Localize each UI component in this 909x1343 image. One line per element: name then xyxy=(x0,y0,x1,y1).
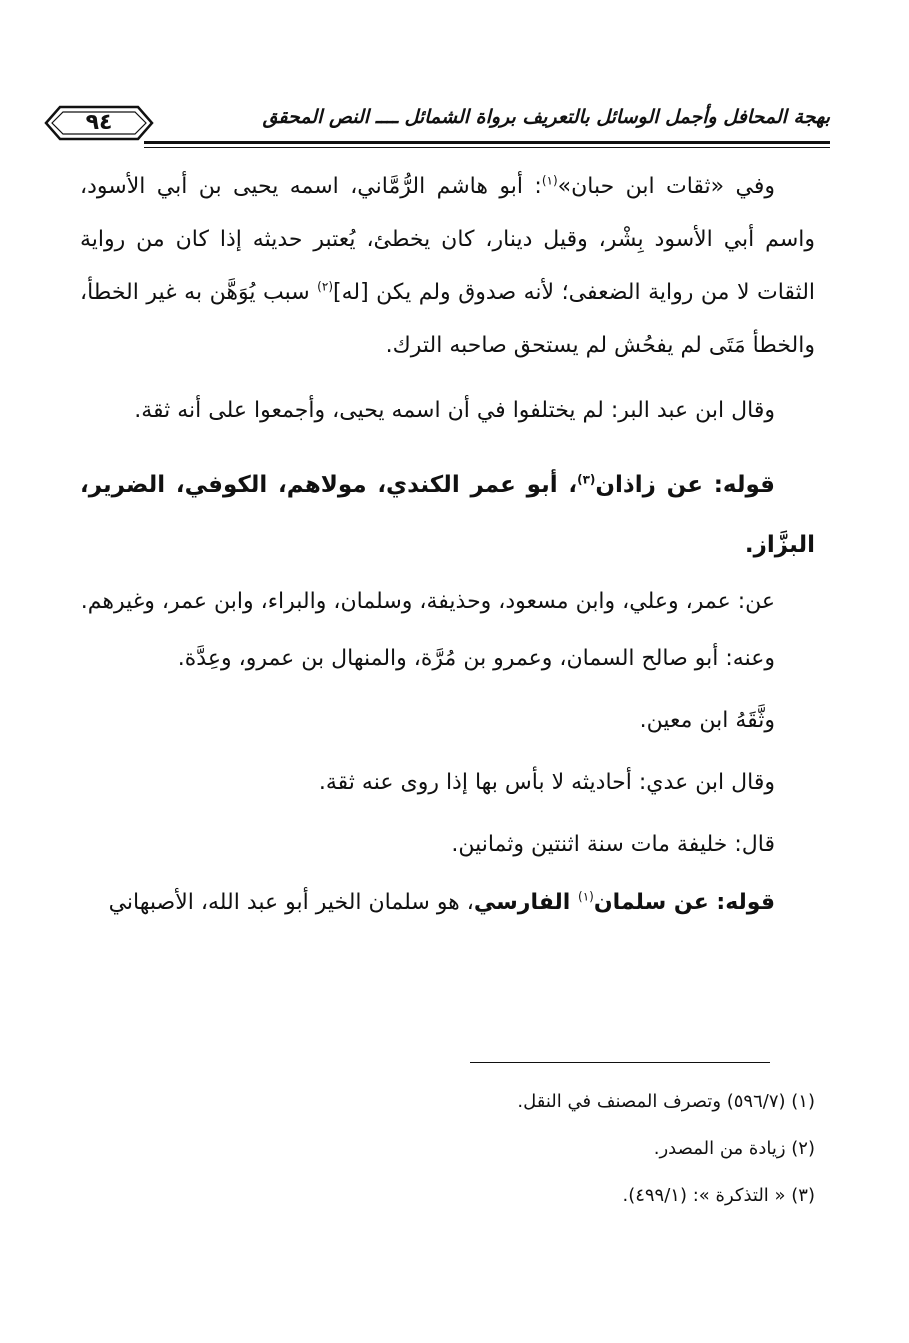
footnote-ref-2: (٢) xyxy=(317,279,333,294)
footnote-1: (١) (٥٩٦/٧) وتصرف المصنف في النقل. xyxy=(517,1091,815,1112)
footnote-ref-1: (١) xyxy=(541,173,558,188)
header-rule xyxy=(144,141,830,144)
heading-text-a: قوله: عن زاذان xyxy=(595,472,775,498)
paragraph-1-text-c: سبب يُوَهَّن به غير الخطأ، والخطأ مَتَى لم يفحُش لم يستحق صاحبه الترك. xyxy=(80,280,815,358)
paragraph-teachers: عن: عمر، وعلي، وابن مسعود، وحذيفة، وسلمان، والبراء، وابن عمر، وغيرهم. xyxy=(80,589,775,614)
salman-heading-a: قوله: عن سلمان xyxy=(593,890,775,915)
main-text xyxy=(80,160,815,929)
footnote-3: (٣) « التذكرة »: (٤٩٩/١). xyxy=(622,1185,815,1206)
footnote-ref-3: (٣) xyxy=(577,472,596,487)
line-tawthiq: وثَّقَهُ ابن معين. xyxy=(639,708,775,733)
heading-text-b: ، أبو عمر الكندي، مولاهم، الكوفي، الضرير، البزَّاز. xyxy=(80,472,815,558)
header-title: بهجة المحافل وأجمل الوسائل بالتعريف برواة الشمائل ــــ النص المحقق xyxy=(262,106,830,128)
line-students: وعنه: أبو صالح السمان، وعمرو بن مُرَّة، والمنهال بن عمرو، وعِدَّة. xyxy=(177,646,775,671)
line-ibn-adi: وقال ابن عدي: أحاديثه لا بأس بها إذا روى عنه ثقة. xyxy=(318,770,775,795)
salman-text: ، هو سلمان الخير أبو عبد الله، الأصبهاني xyxy=(108,890,474,915)
paragraph-2: وقال ابن عبد البر: لم يختلفوا في أن اسمه يحيى، وأجمعوا على أنه ثقة. xyxy=(134,398,775,423)
running-header xyxy=(40,95,830,155)
page-number: ٩٤ xyxy=(85,110,113,135)
footnotes xyxy=(80,1078,815,1219)
header-rule-thin xyxy=(144,147,830,148)
footnote-ref-4: (١) xyxy=(578,889,594,904)
footnote-separator xyxy=(470,1062,770,1063)
paragraph-1-text-b: : أبو هاشم الرُّمَّاني، اسمه يحيى بن أبي الأسود، واسم أبي الأسود بِشْر، وقيل دينار، كان يخطئ، يُعتبر حديثه إذا كان من رواية الثقات لا من رواية الضعفى؛ لأنه صدوق ولم يكن [له] xyxy=(80,174,816,305)
line-death: قال: خليفة مات سنة اثنتين وثمانين. xyxy=(451,832,775,857)
paragraph-1-text-a: وفي «ثقات ابن حبان» xyxy=(557,174,776,199)
entry-heading-salman xyxy=(80,876,815,929)
salman-heading-b: الفارسي xyxy=(473,890,579,915)
entry-heading-zadhan xyxy=(80,455,815,575)
paragraph-1 xyxy=(80,160,815,372)
footnote-2: (٢) زيادة من المصدر. xyxy=(653,1138,815,1159)
page-number-badge xyxy=(40,103,158,143)
